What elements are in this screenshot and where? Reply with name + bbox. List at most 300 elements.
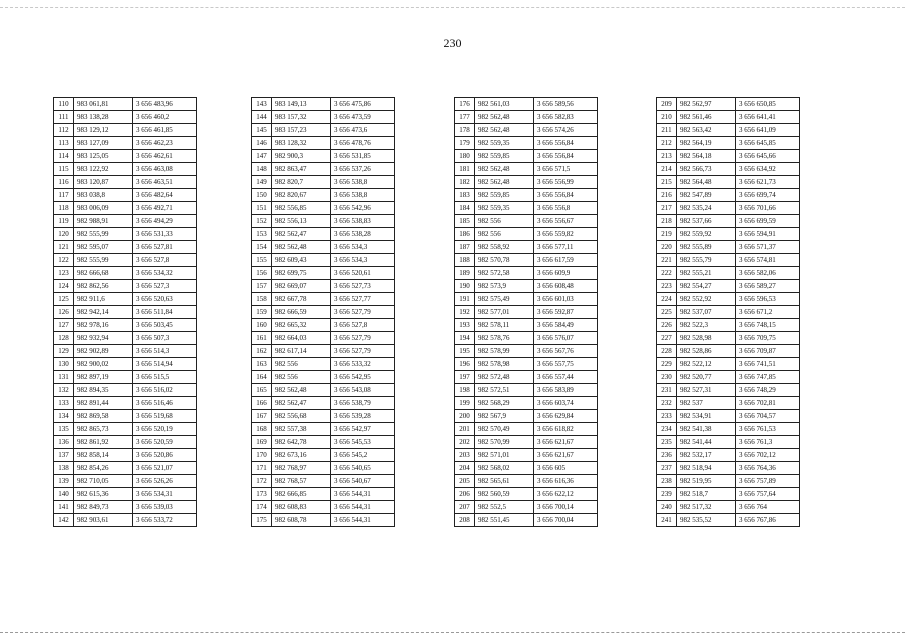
point-number-cell: 125	[54, 293, 74, 306]
y-coordinate-cell: 3 656 621,67	[534, 436, 598, 449]
point-number-cell: 171	[252, 462, 272, 475]
y-coordinate-cell: 3 656 527,79	[331, 332, 395, 345]
table-row	[252, 163, 395, 176]
table-row	[657, 241, 800, 254]
x-coordinate-cell: 982 608,78	[272, 514, 331, 527]
y-coordinate-cell: 3 656 764	[736, 501, 800, 514]
table-row	[54, 423, 197, 436]
y-coordinate-cell: 3 656 534,3	[331, 241, 395, 254]
x-coordinate-cell: 982 578,11	[475, 319, 534, 332]
table-row	[657, 462, 800, 475]
y-coordinate-cell: 3 656 748,15	[736, 319, 800, 332]
point-number-cell: 115	[54, 163, 74, 176]
point-number-cell: 141	[54, 501, 74, 514]
table-row	[455, 345, 598, 358]
table-row	[54, 345, 197, 358]
table-row	[657, 449, 800, 462]
table-row	[657, 111, 800, 124]
table-row	[252, 176, 395, 189]
y-coordinate-cell: 3 656 527,8	[133, 254, 197, 267]
table-row	[455, 475, 598, 488]
point-number-cell: 163	[252, 358, 272, 371]
y-coordinate-cell: 3 656 473,59	[331, 111, 395, 124]
y-coordinate-cell: 3 656 492,71	[133, 202, 197, 215]
x-coordinate-cell: 982 897,19	[74, 371, 133, 384]
point-number-cell: 169	[252, 436, 272, 449]
table-row	[455, 514, 598, 527]
table-row	[657, 410, 800, 423]
table-row	[54, 280, 197, 293]
y-coordinate-cell: 3 656 645,85	[736, 137, 800, 150]
x-coordinate-cell: 982 615,36	[74, 488, 133, 501]
x-coordinate-cell: 982 900,02	[74, 358, 133, 371]
table-row	[252, 462, 395, 475]
point-number-cell: 195	[455, 345, 475, 358]
x-coordinate-cell: 982 559,85	[475, 189, 534, 202]
y-coordinate-cell: 3 656 544,31	[331, 514, 395, 527]
x-coordinate-cell: 983 006,09	[74, 202, 133, 215]
point-number-cell: 156	[252, 267, 272, 280]
x-coordinate-cell: 982 667,78	[272, 293, 331, 306]
table-row	[252, 475, 395, 488]
point-number-cell: 200	[455, 410, 475, 423]
point-number-cell: 222	[657, 267, 677, 280]
point-number-cell: 238	[657, 475, 677, 488]
point-number-cell: 130	[54, 358, 74, 371]
x-coordinate-cell: 982 559,35	[475, 137, 534, 150]
x-coordinate-cell: 982 865,73	[74, 423, 133, 436]
point-number-cell: 174	[252, 501, 272, 514]
y-coordinate-cell: 3 656 503,45	[133, 319, 197, 332]
y-coordinate-cell: 3 656 641,41	[736, 111, 800, 124]
point-number-cell: 117	[54, 189, 74, 202]
point-number-cell: 177	[455, 111, 475, 124]
x-coordinate-cell: 983 157,23	[272, 124, 331, 137]
point-number-cell: 172	[252, 475, 272, 488]
y-coordinate-cell: 3 656 527,73	[331, 280, 395, 293]
x-coordinate-cell: 982 609,43	[272, 254, 331, 267]
table-row	[657, 215, 800, 228]
x-coordinate-cell: 982 556,13	[272, 215, 331, 228]
table-row	[657, 124, 800, 137]
point-number-cell: 179	[455, 137, 475, 150]
point-number-cell: 126	[54, 306, 74, 319]
x-coordinate-cell: 982 578,99	[475, 345, 534, 358]
x-coordinate-cell: 982 978,16	[74, 319, 133, 332]
x-coordinate-cell: 982 578,76	[475, 332, 534, 345]
point-number-cell: 168	[252, 423, 272, 436]
point-number-cell: 197	[455, 371, 475, 384]
y-coordinate-cell: 3 656 747,85	[736, 371, 800, 384]
point-number-cell: 176	[455, 98, 475, 111]
table-row	[54, 228, 197, 241]
point-number-cell: 226	[657, 319, 677, 332]
x-coordinate-cell: 982 561,46	[677, 111, 736, 124]
point-number-cell: 127	[54, 319, 74, 332]
table-row	[54, 449, 197, 462]
table-row	[252, 384, 395, 397]
table-row	[657, 189, 800, 202]
y-coordinate-cell: 3 656 594,91	[736, 228, 800, 241]
point-number-cell: 201	[455, 423, 475, 436]
y-coordinate-cell: 3 656 520,86	[133, 449, 197, 462]
point-number-cell: 212	[657, 137, 677, 150]
y-coordinate-cell: 3 656 592,87	[534, 306, 598, 319]
point-number-cell: 185	[455, 215, 475, 228]
table-row	[54, 202, 197, 215]
x-coordinate-cell: 982 522,12	[677, 358, 736, 371]
x-coordinate-cell: 982 562,97	[677, 98, 736, 111]
x-coordinate-cell: 982 562,47	[272, 397, 331, 410]
table-row	[455, 293, 598, 306]
table-row	[455, 397, 598, 410]
x-coordinate-cell: 982 555,99	[74, 254, 133, 267]
x-coordinate-cell: 982 563,42	[677, 124, 736, 137]
y-coordinate-cell: 3 656 617,59	[534, 254, 598, 267]
point-number-cell: 138	[54, 462, 74, 475]
y-coordinate-cell: 3 656 608,48	[534, 280, 598, 293]
y-coordinate-cell: 3 656 463,51	[133, 176, 197, 189]
table-row	[657, 228, 800, 241]
x-coordinate-cell: 982 577,01	[475, 306, 534, 319]
x-coordinate-cell: 982 564,48	[677, 176, 736, 189]
x-coordinate-cell: 982 669,07	[272, 280, 331, 293]
y-coordinate-cell: 3 656 584,49	[534, 319, 598, 332]
x-coordinate-cell: 982 666,85	[272, 488, 331, 501]
table-row	[252, 514, 395, 527]
y-coordinate-cell: 3 656 761,3	[736, 436, 800, 449]
table-row	[54, 319, 197, 332]
table-row	[657, 488, 800, 501]
y-coordinate-cell: 3 656 556,84	[534, 150, 598, 163]
x-coordinate-cell: 982 568,02	[475, 462, 534, 475]
x-coordinate-cell: 983 125,05	[74, 150, 133, 163]
x-coordinate-cell: 983 122,92	[74, 163, 133, 176]
x-coordinate-cell: 982 900,3	[272, 150, 331, 163]
y-coordinate-cell: 3 656 482,64	[133, 189, 197, 202]
point-number-cell: 196	[455, 358, 475, 371]
table-row	[252, 397, 395, 410]
table-row	[54, 176, 197, 189]
table-row	[455, 241, 598, 254]
x-coordinate-cell: 982 894,35	[74, 384, 133, 397]
y-coordinate-cell: 3 656 516,46	[133, 397, 197, 410]
y-coordinate-cell: 3 656 700,04	[534, 514, 598, 527]
table-row	[252, 501, 395, 514]
table-row	[54, 254, 197, 267]
x-coordinate-cell: 982 666,59	[272, 306, 331, 319]
x-coordinate-cell: 982 566,73	[677, 163, 736, 176]
coordinates-table-4	[656, 97, 800, 527]
y-coordinate-cell: 3 656 542,96	[331, 202, 395, 215]
x-coordinate-cell: 982 562,48	[272, 384, 331, 397]
y-coordinate-cell: 3 656 582,06	[736, 267, 800, 280]
y-coordinate-cell: 3 656 538,8	[331, 176, 395, 189]
x-coordinate-cell: 982 863,47	[272, 163, 331, 176]
x-coordinate-cell: 982 557,38	[272, 423, 331, 436]
x-coordinate-cell: 982 561,03	[475, 98, 534, 111]
table-row	[54, 514, 197, 527]
x-coordinate-cell: 982 891,44	[74, 397, 133, 410]
y-coordinate-cell: 3 656 539,03	[133, 501, 197, 514]
table-row	[54, 371, 197, 384]
x-coordinate-cell: 983 120,87	[74, 176, 133, 189]
x-coordinate-cell: 982 520,77	[677, 371, 736, 384]
point-number-cell: 161	[252, 332, 272, 345]
table-row	[252, 332, 395, 345]
y-coordinate-cell: 3 656 461,85	[133, 124, 197, 137]
point-number-cell: 134	[54, 410, 74, 423]
y-coordinate-cell: 3 656 537,26	[331, 163, 395, 176]
y-coordinate-cell: 3 656 521,07	[133, 462, 197, 475]
y-coordinate-cell: 3 656 567,76	[534, 345, 598, 358]
y-coordinate-cell: 3 656 767,86	[736, 514, 800, 527]
x-coordinate-cell: 982 537	[677, 397, 736, 410]
x-coordinate-cell: 982 541,38	[677, 423, 736, 436]
point-number-cell: 234	[657, 423, 677, 436]
x-coordinate-cell: 982 664,03	[272, 332, 331, 345]
table-row	[54, 397, 197, 410]
point-number-cell: 164	[252, 371, 272, 384]
table-row	[657, 176, 800, 189]
y-coordinate-cell: 3 656 596,53	[736, 293, 800, 306]
y-coordinate-cell: 3 656 571,5	[534, 163, 598, 176]
point-number-cell: 199	[455, 397, 475, 410]
point-number-cell: 237	[657, 462, 677, 475]
table-row	[54, 137, 197, 150]
x-coordinate-cell: 982 556	[475, 228, 534, 241]
y-coordinate-cell: 3 656 583,89	[534, 384, 598, 397]
point-number-cell: 113	[54, 137, 74, 150]
table-row	[657, 397, 800, 410]
x-coordinate-cell: 982 571,01	[475, 449, 534, 462]
y-coordinate-cell: 3 656 556,84	[534, 189, 598, 202]
coordinates-table-3	[454, 97, 598, 527]
table-row	[455, 358, 598, 371]
x-coordinate-cell: 982 522,3	[677, 319, 736, 332]
x-coordinate-cell: 982 562,48	[272, 241, 331, 254]
y-coordinate-cell: 3 656 671,2	[736, 306, 800, 319]
x-coordinate-cell: 982 572,51	[475, 384, 534, 397]
table-row	[455, 501, 598, 514]
table-row	[252, 267, 395, 280]
y-coordinate-cell: 3 656 571,37	[736, 241, 800, 254]
y-coordinate-cell: 3 656 757,89	[736, 475, 800, 488]
y-coordinate-cell: 3 656 544,31	[331, 488, 395, 501]
x-coordinate-cell: 982 559,92	[677, 228, 736, 241]
point-number-cell: 202	[455, 436, 475, 449]
y-coordinate-cell: 3 656 601,03	[534, 293, 598, 306]
point-number-cell: 191	[455, 293, 475, 306]
y-coordinate-cell: 3 656 483,96	[133, 98, 197, 111]
y-coordinate-cell: 3 656 582,83	[534, 111, 598, 124]
point-number-cell: 209	[657, 98, 677, 111]
point-number-cell: 232	[657, 397, 677, 410]
x-coordinate-cell: 982 911,6	[74, 293, 133, 306]
y-coordinate-cell: 3 656 515,5	[133, 371, 197, 384]
y-coordinate-cell: 3 656 576,07	[534, 332, 598, 345]
table-row	[455, 423, 598, 436]
y-coordinate-cell: 3 656 460,2	[133, 111, 197, 124]
y-coordinate-cell: 3 656 544,31	[331, 501, 395, 514]
x-coordinate-cell: 983 149,13	[272, 98, 331, 111]
table-row	[455, 189, 598, 202]
table-row	[455, 111, 598, 124]
table-row	[455, 384, 598, 397]
point-number-cell: 213	[657, 150, 677, 163]
y-coordinate-cell: 3 656 559,82	[534, 228, 598, 241]
table-row	[54, 410, 197, 423]
table-row	[657, 475, 800, 488]
x-coordinate-cell: 983 127,09	[74, 137, 133, 150]
y-coordinate-cell: 3 656 527,81	[133, 241, 197, 254]
point-number-cell: 155	[252, 254, 272, 267]
x-coordinate-cell: 982 535,52	[677, 514, 736, 527]
point-number-cell: 230	[657, 371, 677, 384]
point-number-cell: 217	[657, 202, 677, 215]
point-number-cell: 190	[455, 280, 475, 293]
y-coordinate-cell: 3 656 462,23	[133, 137, 197, 150]
table-row	[252, 371, 395, 384]
x-coordinate-cell: 982 942,14	[74, 306, 133, 319]
point-number-cell: 118	[54, 202, 74, 215]
table-row	[252, 410, 395, 423]
point-number-cell: 170	[252, 449, 272, 462]
point-number-cell: 132	[54, 384, 74, 397]
y-coordinate-cell: 3 656 534,3	[331, 254, 395, 267]
x-coordinate-cell: 983 129,12	[74, 124, 133, 137]
x-coordinate-cell: 982 988,91	[74, 215, 133, 228]
point-number-cell: 133	[54, 397, 74, 410]
table-row	[252, 436, 395, 449]
point-number-cell: 198	[455, 384, 475, 397]
coordinates-table-2	[251, 97, 395, 527]
y-coordinate-cell: 3 656 650,85	[736, 98, 800, 111]
table-row	[54, 488, 197, 501]
point-number-cell: 110	[54, 98, 74, 111]
point-number-cell: 239	[657, 488, 677, 501]
y-coordinate-cell: 3 656 533,72	[133, 514, 197, 527]
point-number-cell: 173	[252, 488, 272, 501]
x-coordinate-cell: 982 575,49	[475, 293, 534, 306]
y-coordinate-cell: 3 656 577,11	[534, 241, 598, 254]
table-row	[657, 267, 800, 280]
point-number-cell: 119	[54, 215, 74, 228]
point-number-cell: 148	[252, 163, 272, 176]
x-coordinate-cell: 982 862,56	[74, 280, 133, 293]
x-coordinate-cell: 982 564,18	[677, 150, 736, 163]
table-row	[252, 449, 395, 462]
point-number-cell: 124	[54, 280, 74, 293]
table-row	[54, 436, 197, 449]
y-coordinate-cell: 3 656 556,99	[534, 176, 598, 189]
point-number-cell: 149	[252, 176, 272, 189]
point-number-cell: 112	[54, 124, 74, 137]
x-coordinate-cell: 982 595,07	[74, 241, 133, 254]
y-coordinate-cell: 3 656 589,27	[736, 280, 800, 293]
x-coordinate-cell: 982 617,14	[272, 345, 331, 358]
table-row	[252, 150, 395, 163]
table-row	[657, 293, 800, 306]
table-row	[455, 319, 598, 332]
table-row	[657, 306, 800, 319]
x-coordinate-cell: 982 768,97	[272, 462, 331, 475]
table-row	[252, 189, 395, 202]
y-coordinate-cell: 3 656 748,29	[736, 384, 800, 397]
table-row	[455, 98, 598, 111]
table-row	[455, 449, 598, 462]
y-coordinate-cell: 3 656 629,84	[534, 410, 598, 423]
table-row	[455, 124, 598, 137]
x-coordinate-cell: 982 534,91	[677, 410, 736, 423]
x-coordinate-cell: 983 157,32	[272, 111, 331, 124]
x-coordinate-cell: 982 570,78	[475, 254, 534, 267]
x-coordinate-cell: 982 552,92	[677, 293, 736, 306]
point-number-cell: 160	[252, 319, 272, 332]
y-coordinate-cell: 3 656 520,63	[133, 293, 197, 306]
table-row	[54, 306, 197, 319]
x-coordinate-cell: 982 578,98	[475, 358, 534, 371]
point-number-cell: 206	[455, 488, 475, 501]
table-row	[455, 306, 598, 319]
y-coordinate-cell: 3 656 540,67	[331, 475, 395, 488]
table-row	[54, 98, 197, 111]
point-number-cell: 153	[252, 228, 272, 241]
y-coordinate-cell: 3 656 534,32	[133, 267, 197, 280]
y-coordinate-cell: 3 656 704,57	[736, 410, 800, 423]
x-coordinate-cell: 982 517,32	[677, 501, 736, 514]
coordinates-table-1	[53, 97, 197, 527]
x-coordinate-cell: 982 854,26	[74, 462, 133, 475]
x-coordinate-cell: 982 562,48	[475, 163, 534, 176]
table-row	[455, 280, 598, 293]
y-coordinate-cell: 3 656 605	[534, 462, 598, 475]
x-coordinate-cell: 982 541,44	[677, 436, 736, 449]
x-coordinate-cell: 982 558,92	[475, 241, 534, 254]
x-coordinate-cell: 982 570,99	[475, 436, 534, 449]
point-number-cell: 147	[252, 150, 272, 163]
table-row	[657, 280, 800, 293]
point-number-cell: 193	[455, 319, 475, 332]
point-number-cell: 223	[657, 280, 677, 293]
table-row	[455, 371, 598, 384]
table-row	[455, 163, 598, 176]
table-row	[657, 98, 800, 111]
y-coordinate-cell: 3 656 531,33	[133, 228, 197, 241]
x-coordinate-cell: 982 562,48	[475, 124, 534, 137]
y-coordinate-cell: 3 656 634,92	[736, 163, 800, 176]
table-row	[657, 137, 800, 150]
x-coordinate-cell: 982 551,45	[475, 514, 534, 527]
x-coordinate-cell: 982 567,9	[475, 410, 534, 423]
y-coordinate-cell: 3 656 534,31	[133, 488, 197, 501]
x-coordinate-cell: 982 710,05	[74, 475, 133, 488]
y-coordinate-cell: 3 656 622,12	[534, 488, 598, 501]
x-coordinate-cell: 982 556,85	[272, 202, 331, 215]
y-coordinate-cell: 3 656 702,81	[736, 397, 800, 410]
point-number-cell: 120	[54, 228, 74, 241]
x-coordinate-cell: 982 555,89	[677, 241, 736, 254]
x-coordinate-cell: 982 528,86	[677, 345, 736, 358]
point-number-cell: 220	[657, 241, 677, 254]
x-coordinate-cell: 982 903,61	[74, 514, 133, 527]
point-number-cell: 123	[54, 267, 74, 280]
y-coordinate-cell: 3 656 618,82	[534, 423, 598, 436]
y-coordinate-cell: 3 656 603,74	[534, 397, 598, 410]
y-coordinate-cell: 3 656 494,29	[133, 215, 197, 228]
table-row	[657, 254, 800, 267]
y-coordinate-cell: 3 656 520,19	[133, 423, 197, 436]
